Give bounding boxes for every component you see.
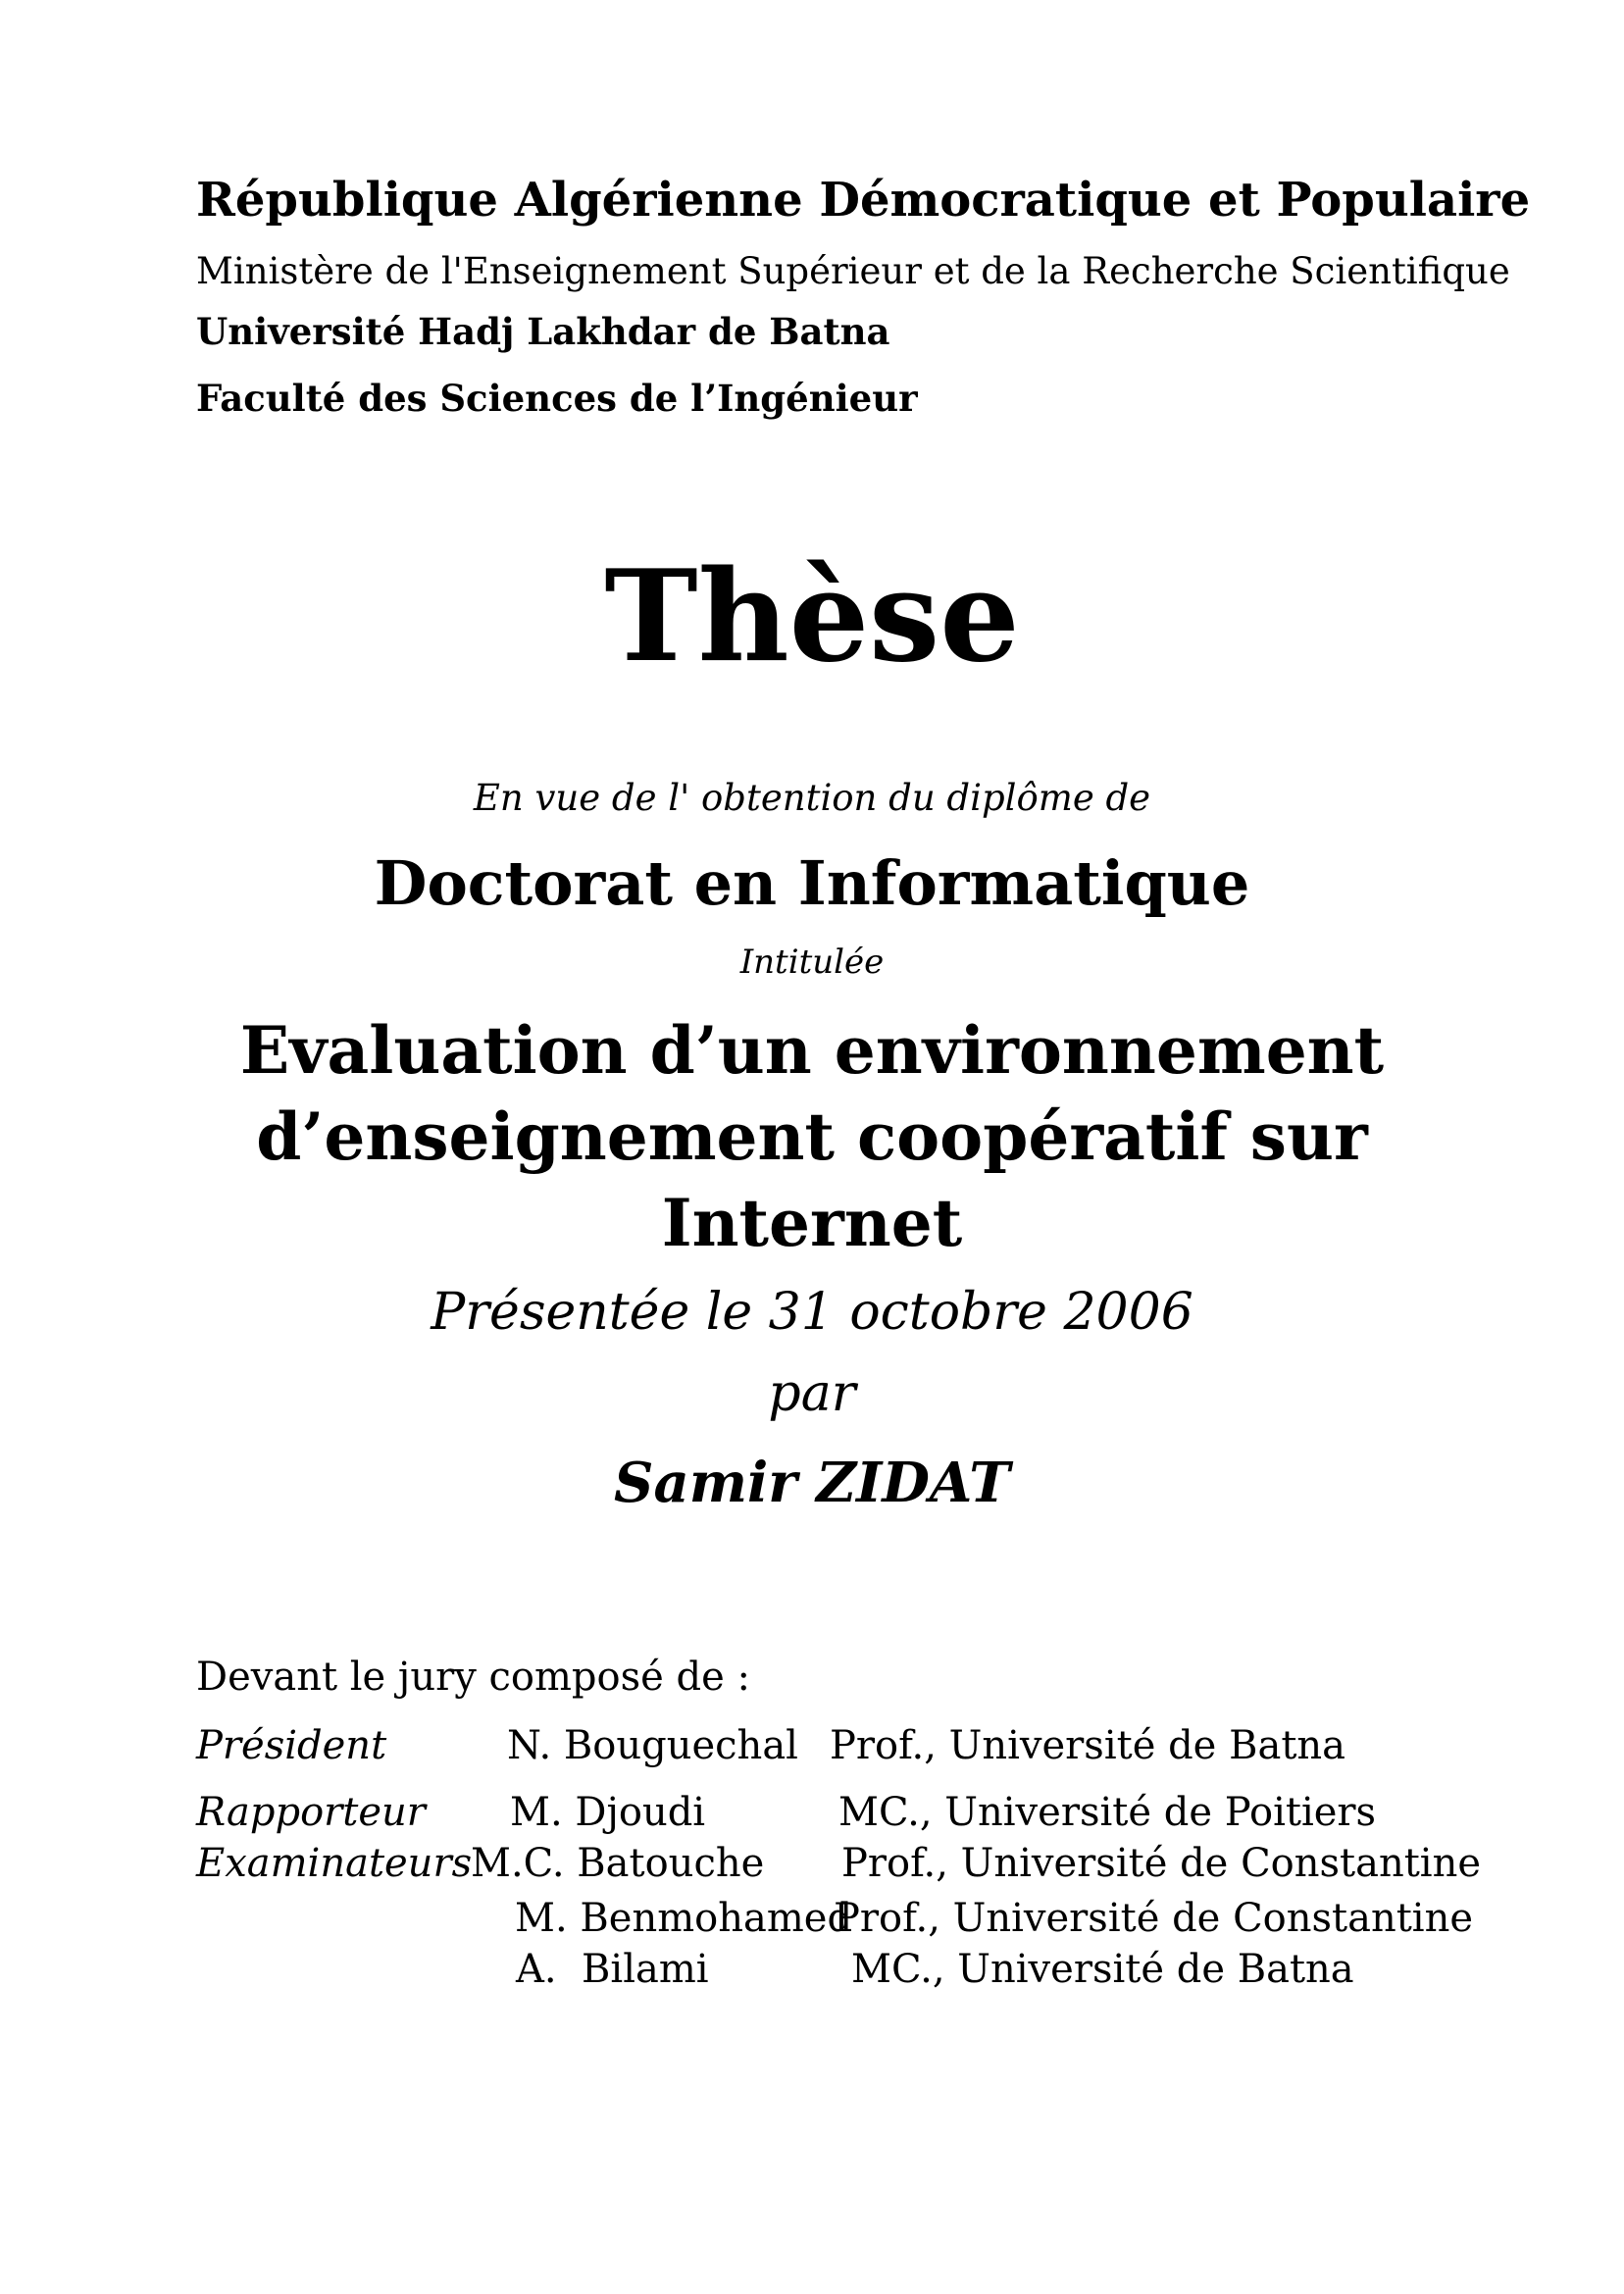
jury-affiliation: Prof., Université de Constantine — [841, 1841, 1482, 1886]
jury-name: M.C. Batouche — [471, 1841, 765, 1886]
author-name: Samir ZIDAT — [614, 1451, 1010, 1515]
jury-affiliation: Prof., Université de Constantine — [834, 1896, 1474, 1941]
jury-affiliation: MC., Université de Poitiers — [838, 1790, 1377, 1835]
jury-name: M. Benmohamed — [515, 1896, 853, 1941]
jury-member — [0, 1841, 1624, 1891]
jury-name: A. Bilami — [516, 1947, 709, 1992]
title-intro: Intitulée — [739, 943, 885, 982]
university-line: Université Hadj Lakhdar de Batna — [196, 310, 890, 353]
jury-role: Examinateurs — [196, 1841, 473, 1886]
jury-member — [0, 1723, 1624, 1773]
jury-name: M. Djoudi — [510, 1790, 706, 1835]
thesis-title-line: Evaluation d’un environnement — [239, 1012, 1385, 1089]
by-label: par — [768, 1364, 856, 1423]
jury-affiliation: MC., Université de Batna — [851, 1947, 1354, 1992]
jury-member — [0, 1947, 1624, 1997]
thesis-title-line: d’enseignement coopératif sur — [256, 1098, 1368, 1175]
jury-role: Président — [196, 1723, 387, 1768]
presentation-date: Présentée le 31 octobre 2006 — [431, 1283, 1193, 1342]
diploma-intro: En vue de l' obtention du diplôme de — [473, 777, 1151, 819]
faculty-line: Faculté des Sciences de l’Ingénieur — [196, 377, 918, 420]
jury-member — [0, 1896, 1624, 1946]
jury-name: N. Bouguechal — [507, 1723, 798, 1768]
jury-affiliation: Prof., Université de Batna — [830, 1723, 1345, 1768]
jury-intro: Devant le jury composé de : — [196, 1655, 750, 1700]
thesis-title-line: Internet — [661, 1185, 963, 1261]
republic-line: République Algérienne Démocratique et Populaire — [196, 173, 1531, 228]
jury-role: Rapporteur — [196, 1790, 426, 1835]
diploma-name: Doctorat en Informatique — [374, 847, 1250, 919]
document-type-title: Thèse — [604, 543, 1020, 690]
jury-member — [0, 1790, 1624, 1840]
ministry-line: Ministère de l'Enseignement Supérieur et de la Recherche Scientifique — [196, 250, 1510, 292]
